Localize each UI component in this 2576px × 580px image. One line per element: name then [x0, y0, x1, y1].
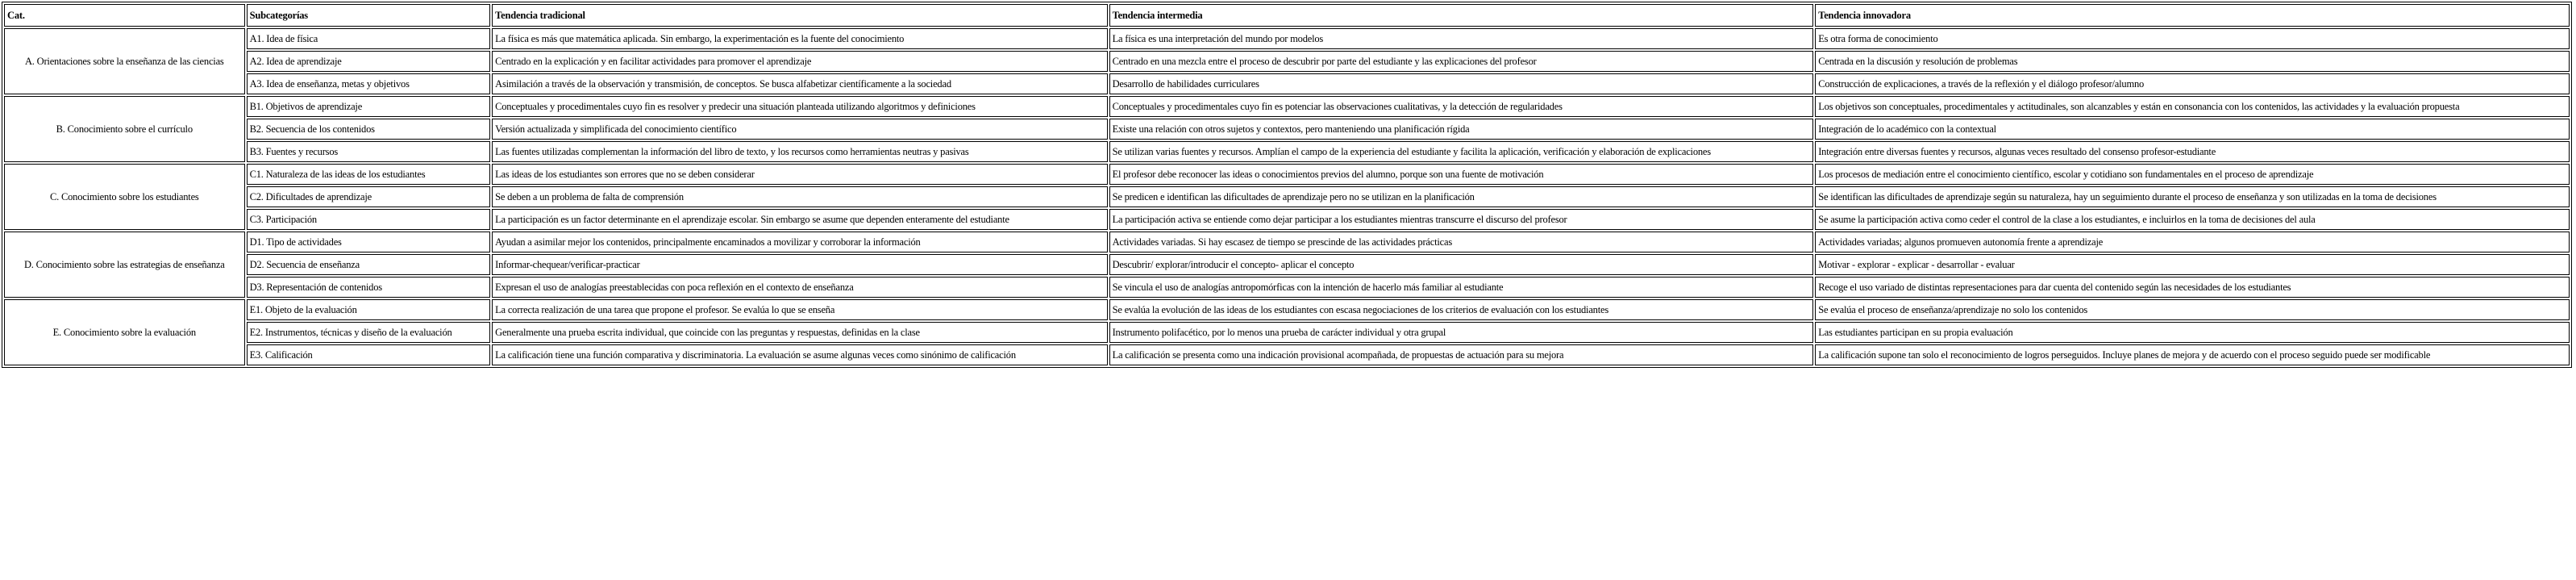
table-row: [4, 51, 2570, 72]
subcategory-cell: C2. Dificultades de aprendizaje: [247, 186, 491, 207]
tradicional-cell: Generalmente una prueba escrita individual, que coincide con las preguntas y respuestas, definidas en la clase: [492, 322, 1107, 343]
table-row: [4, 164, 2570, 185]
intermedia-cell: Existe una relación con otros sujetos y contextos, pero manteniendo una planificación rígida: [1109, 119, 1814, 140]
subcategory-cell: A3. Idea de enseñanza, metas y objetivos: [247, 73, 491, 94]
subcategory-cell: B1. Objetivos de aprendizaje: [247, 96, 491, 117]
subcategory-cell: C1. Naturaleza de las ideas de los estudiantes: [247, 164, 491, 185]
subcategory-cell: E3. Calificación: [247, 344, 491, 365]
intermedia-cell: Descubrir/ explorar/introducir el concepto- aplicar el concepto: [1109, 254, 1814, 275]
tendencias-table: [2, 2, 2572, 368]
tradicional-cell: La física es más que matemática aplicada. Sin embargo, la experimentación es la fuente del conocimiento: [492, 28, 1107, 49]
table-row: [4, 232, 2570, 252]
tradicional-cell: Las ideas de los estudiantes son errores que no se deben considerar: [492, 164, 1107, 185]
innovadora-cell: Actividades variadas; algunos promueven autonomía frente a aprendizaje: [1815, 232, 2570, 252]
innovadora-cell: Los procesos de mediación entre el conocimiento científico, escolar y cotidiano son fundamentales en el proceso de aprendizaje: [1815, 164, 2570, 185]
intermedia-cell: La participación activa se entiende como dejar participar a los estudiantes mientras transcurre el discurso del profesor: [1109, 209, 1814, 230]
category-cell: C. Conocimiento sobre los estudiantes: [4, 164, 245, 230]
intermedia-cell: La física es una interpretación del mundo por modelos: [1109, 28, 1814, 49]
tradicional-cell: Asimilación a través de la observación y transmisión, de conceptos. Se busca alfabetizar científicamente a la sociedad: [492, 73, 1107, 94]
intermedia-cell: Se utilizan varias fuentes y recursos. Amplían el campo de la experiencia del estudiante y facilita la aplicación, verificación y elaboración de explicaciones: [1109, 141, 1814, 162]
tradicional-cell: Se deben a un problema de falta de comprensión: [492, 186, 1107, 207]
table-row: [4, 119, 2570, 140]
category-cell: B. Conocimiento sobre el currículo: [4, 96, 245, 162]
tradicional-cell: La correcta realización de una tarea que propone el profesor. Se evalúa lo que se enseña: [492, 299, 1107, 320]
subcategory-cell: D2. Secuencia de enseñanza: [247, 254, 491, 275]
subcategory-cell: E2. Instrumentos, técnicas y diseño de la evaluación: [247, 322, 491, 343]
category-cell: A. Orientaciones sobre la enseñanza de las ciencias: [4, 28, 245, 94]
table-row: [4, 322, 2570, 343]
subcategory-cell: C3. Participación: [247, 209, 491, 230]
innovadora-cell: Se identifican las dificultades de aprendizaje según su naturaleza, hay un seguimiento durante el proceso de enseñanza y son utilizadas en la toma de decisiones: [1815, 186, 2570, 207]
tradicional-cell: Expresan el uso de analogías preestablecidas con poca reflexión en el contexto de enseñanza: [492, 277, 1107, 298]
subcategory-cell: B2. Secuencia de los contenidos: [247, 119, 491, 140]
table-row: [4, 73, 2570, 94]
table-row: [4, 186, 2570, 207]
innovadora-cell: Es otra forma de conocimiento: [1815, 28, 2570, 49]
tradicional-cell: Las fuentes utilizadas complementan la información del libro de texto, y los recursos como herramientas neutras y pasivas: [492, 141, 1107, 162]
tradicional-cell: La calificación tiene una función comparativa y discriminatoria. La evaluación se asume algunas veces como sinónimo de calificación: [492, 344, 1107, 365]
table-row: [4, 96, 2570, 117]
intermedia-cell: Desarrollo de habilidades curriculares: [1109, 73, 1814, 94]
table-row: [4, 141, 2570, 162]
innovadora-cell: La calificación supone tan solo el reconocimiento de logros perseguidos. Incluye planes de mejora y de acuerdo con el proceso seguido puede ser modificable: [1815, 344, 2570, 365]
tradicional-cell: Conceptuales y procedimentales cuyo fin es resolver y predecir una situación planteada utilizando algoritmos y definiciones: [492, 96, 1107, 117]
innovadora-cell: Integración de lo académico con la contextual: [1815, 119, 2570, 140]
intermedia-cell: Se vincula el uso de analogías antropomórficas con la intención de hacerlo más familiar al estudiante: [1109, 277, 1814, 298]
header-intermedia: Tendencia intermedia: [1109, 4, 1814, 27]
innovadora-cell: Motivar - explorar - explicar - desarrollar - evaluar: [1815, 254, 2570, 275]
header-cat: Cat.: [4, 4, 245, 27]
header-subcategorias: Subcategorías: [247, 4, 491, 27]
innovadora-cell: Centrada en la discusión y resolución de problemas: [1815, 51, 2570, 72]
intermedia-cell: Centrado en una mezcla entre el proceso de descubrir por parte del estudiante y las explicaciones del profesor: [1109, 51, 1814, 72]
table-row: [4, 28, 2570, 49]
subcategory-cell: D1. Tipo de actividades: [247, 232, 491, 252]
subcategory-cell: B3. Fuentes y recursos: [247, 141, 491, 162]
intermedia-cell: La calificación se presenta como una indicación provisional acompañada, de propuestas de actuación para su mejora: [1109, 344, 1814, 365]
innovadora-cell: Integración entre diversas fuentes y recursos, algunas veces resultado del consenso profesor-estudiante: [1815, 141, 2570, 162]
category-cell: D. Conocimiento sobre las estrategias de enseñanza: [4, 232, 245, 298]
table-row: [4, 254, 2570, 275]
intermedia-cell: Conceptuales y procedimentales cuyo fin es potenciar las observaciones cualitativas, y la detección de regularidades: [1109, 96, 1814, 117]
header-row: [4, 4, 2570, 27]
innovadora-cell: Recoge el uso variado de distintas representaciones para dar cuenta del contenido según las necesidades de los estudiantes: [1815, 277, 2570, 298]
innovadora-cell: Se asume la participación activa como ceder el control de la clase a los estudiantes, e incluirlos en la toma de decisiones del aula: [1815, 209, 2570, 230]
table-row: [4, 209, 2570, 230]
intermedia-cell: Actividades variadas. Si hay escasez de tiempo se prescinde de las actividades prácticas: [1109, 232, 1814, 252]
innovadora-cell: Las estudiantes participan en su propia evaluación: [1815, 322, 2570, 343]
intermedia-cell: Se predicen e identifican las dificultades de aprendizaje pero no se utilizan en la planificación: [1109, 186, 1814, 207]
tradicional-cell: La participación es un factor determinante en el aprendizaje escolar. Sin embargo se asume que dependen enteramente del estudiante: [492, 209, 1107, 230]
tradicional-cell: Informar-chequear/verificar-practicar: [492, 254, 1107, 275]
innovadora-cell: Se evalúa el proceso de enseñanza/aprendizaje no solo los contenidos: [1815, 299, 2570, 320]
subcategory-cell: A1. Idea de física: [247, 28, 491, 49]
innovadora-cell: Construcción de explicaciones, a través de la reflexión y el diálogo profesor/alumno: [1815, 73, 2570, 94]
table-row: [4, 277, 2570, 298]
innovadora-cell: Los objetivos son conceptuales, procedimentales y actitudinales, son alcanzables y están en consonancia con los contenidos, las actividades y la evaluación propuesta: [1815, 96, 2570, 117]
subcategory-cell: D3. Representación de contenidos: [247, 277, 491, 298]
intermedia-cell: El profesor debe reconocer las ideas o conocimientos previos del alumno, porque son una fuente de motivación: [1109, 164, 1814, 185]
header-tradicional: Tendencia tradicional: [492, 4, 1107, 27]
category-cell: E. Conocimiento sobre la evaluación: [4, 299, 245, 365]
intermedia-cell: Instrumento polifacético, por lo menos una prueba de carácter individual y otra grupal: [1109, 322, 1814, 343]
header-innovadora: Tendencia innovadora: [1815, 4, 2570, 27]
table-row: [4, 344, 2570, 365]
tradicional-cell: Centrado en la explicación y en facilitar actividades para promover el aprendizaje: [492, 51, 1107, 72]
table-row: [4, 299, 2570, 320]
table-body: [4, 28, 2570, 365]
tradicional-cell: Ayudan a asimilar mejor los contenidos, principalmente encaminados a movilizar y corroborar la información: [492, 232, 1107, 252]
tradicional-cell: Versión actualizada y simplificada del conocimiento científico: [492, 119, 1107, 140]
subcategory-cell: E1. Objeto de la evaluación: [247, 299, 491, 320]
intermedia-cell: Se evalúa la evolución de las ideas de los estudiantes con escasa negociaciones de los criterios de evaluación con los estudiantes: [1109, 299, 1814, 320]
subcategory-cell: A2. Idea de aprendizaje: [247, 51, 491, 72]
